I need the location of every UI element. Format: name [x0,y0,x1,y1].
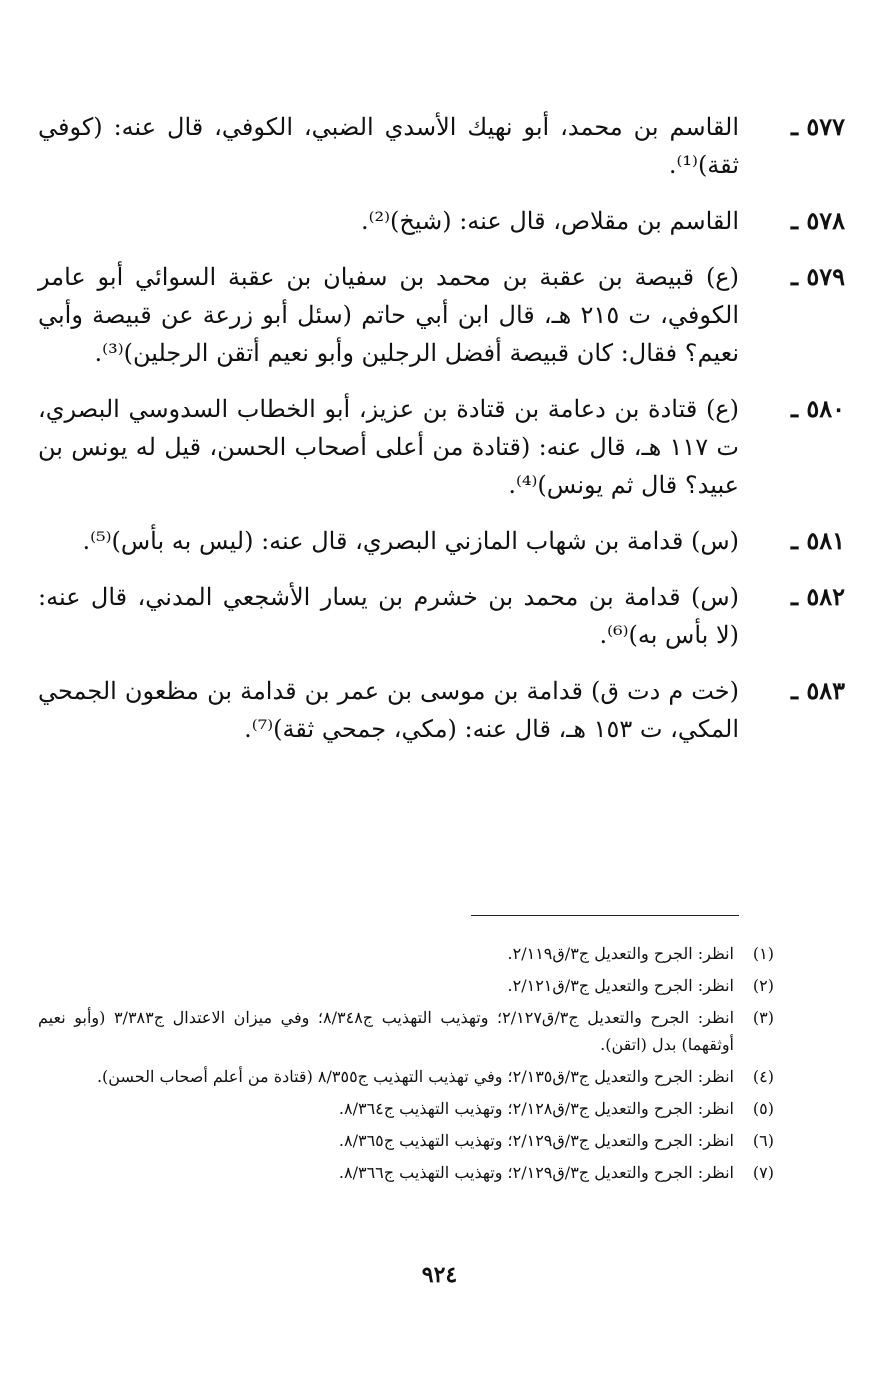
entry-583 [38,672,845,748]
footnote-text: انظر: الجرح والتعديل ج٣/ق٢/١١٩. [507,944,734,963]
entry-582 [38,578,845,654]
footnote [38,1159,774,1186]
footnote-number: (٢) [752,976,774,995]
entry-579 [38,258,845,372]
entry-number: ٥٨٢ ـ [790,582,845,611]
entry-number: ٥٧٧ ـ [790,112,845,141]
entry-number: ٥٨٣ ـ [790,676,845,705]
footnote [38,1004,774,1058]
entries-list [38,108,845,766]
footnotes-list [38,940,774,1191]
footnote-number: (٣) [752,1008,774,1027]
entry-number: ٥٧٨ ـ [790,206,845,235]
footnote [38,940,774,967]
entry-577 [38,108,845,184]
entry-581 [38,522,845,560]
footnote-text: انظر: الجرح والتعديل ج٣/ق٢/١٣٥؛ وفي تهذيب التهذيب ج٨/٣٥٥ (قتادة من أعلم أصحاب الحسن). [96,1067,734,1086]
footnote-number: (١) [752,944,774,963]
entry-text: (ع) قتادة بن دعامة بن قتادة بن عزيز، أبو الخطاب السدوسي البصري، ت ١١٧ هـ، قال عنه: (قتادة من أعلى أصحاب الحسن، قيل له يونس بن عبيد؟ قال ثم يونس)⁽⁴⁾. [38,395,739,499]
entry-text: (س) قدامة بن شهاب المازني البصري، قال عنه: (ليس به بأس)⁽⁵⁾. [82,527,739,555]
footnote-text: انظر: الجرح والتعديل ج٣/ق٢/١٢٩؛ وتهذيب التهذيب ج٨/٣٦٥. [338,1131,734,1150]
entry-580 [38,390,845,504]
entry-578 [38,202,845,240]
entry-number: ٥٧٩ ـ [790,262,845,291]
footnote [38,972,774,999]
footnote [38,1127,774,1154]
footnote-number: (٧) [752,1163,774,1182]
footnote-text: انظر: الجرح والتعديل ج٣/ق٢/١٢٨؛ وتهذيب التهذيب ج٨/٣٦٤. [338,1099,734,1118]
footnote [38,1063,774,1090]
footnote-number: (٤) [752,1067,774,1086]
footnote [38,1095,774,1122]
entry-text: (س) قدامة بن محمد بن خشرم بن يسار الأشجعي المدني، قال عنه: (لا بأس به)⁽⁶⁾. [38,583,739,649]
footnote-divider [471,915,739,916]
footnote-number: (٦) [752,1131,774,1150]
footnote-text: انظر: الجرح والتعديل ج٣/ق٢/١٢٧؛ وتهذيب التهذيب ج٨/٣٤٨؛ وفي ميزان الاعتدال ج٣/٣٨٣ (وأبو نعيم أوثقهما) بدل (اتقن). [38,1008,735,1054]
footnote-number: (٥) [752,1099,774,1118]
footnote-text: انظر: الجرح والتعديل ج٣/ق٢/١٢١. [507,976,734,995]
entry-text: القاسم بن محمد، أبو نهيك الأسدي الضبي، الكوفي، قال عنه: (كوفي ثقة)⁽¹⁾. [38,113,739,179]
entry-number: ٥٨١ ـ [790,526,845,555]
entry-text: (خت م دت ق) قدامة بن موسى بن عمر بن قدامة بن مظعون الجمحي المكي، ت ١٥٣ هـ، قال عنه: (مكي، جمحي ثقة)⁽⁷⁾. [38,677,739,743]
entry-text: القاسم بن مقلاص، قال عنه: (شيخ)⁽²⁾. [360,207,739,235]
entry-number: ٥٨٠ ـ [790,394,845,423]
entry-text: (ع) قبيصة بن عقبة بن محمد بن سفيان بن عقبة السوائي أبو عامر الكوفي، ت ٢١٥ هـ، قال ابن أبي حاتم (سئل أبو زرعة عن قبيصة وأبي نعيم؟ فقال: كان قبيصة أفضل الرجلين وأبو نعيم أتقن الرجلين)⁽³⁾. [38,263,740,367]
page-number: ٩٢٤ [421,1262,458,1288]
footnote-text: انظر: الجرح والتعديل ج٣/ق٢/١٢٩؛ وتهذيب التهذيب ج٨/٣٦٦. [338,1163,734,1182]
